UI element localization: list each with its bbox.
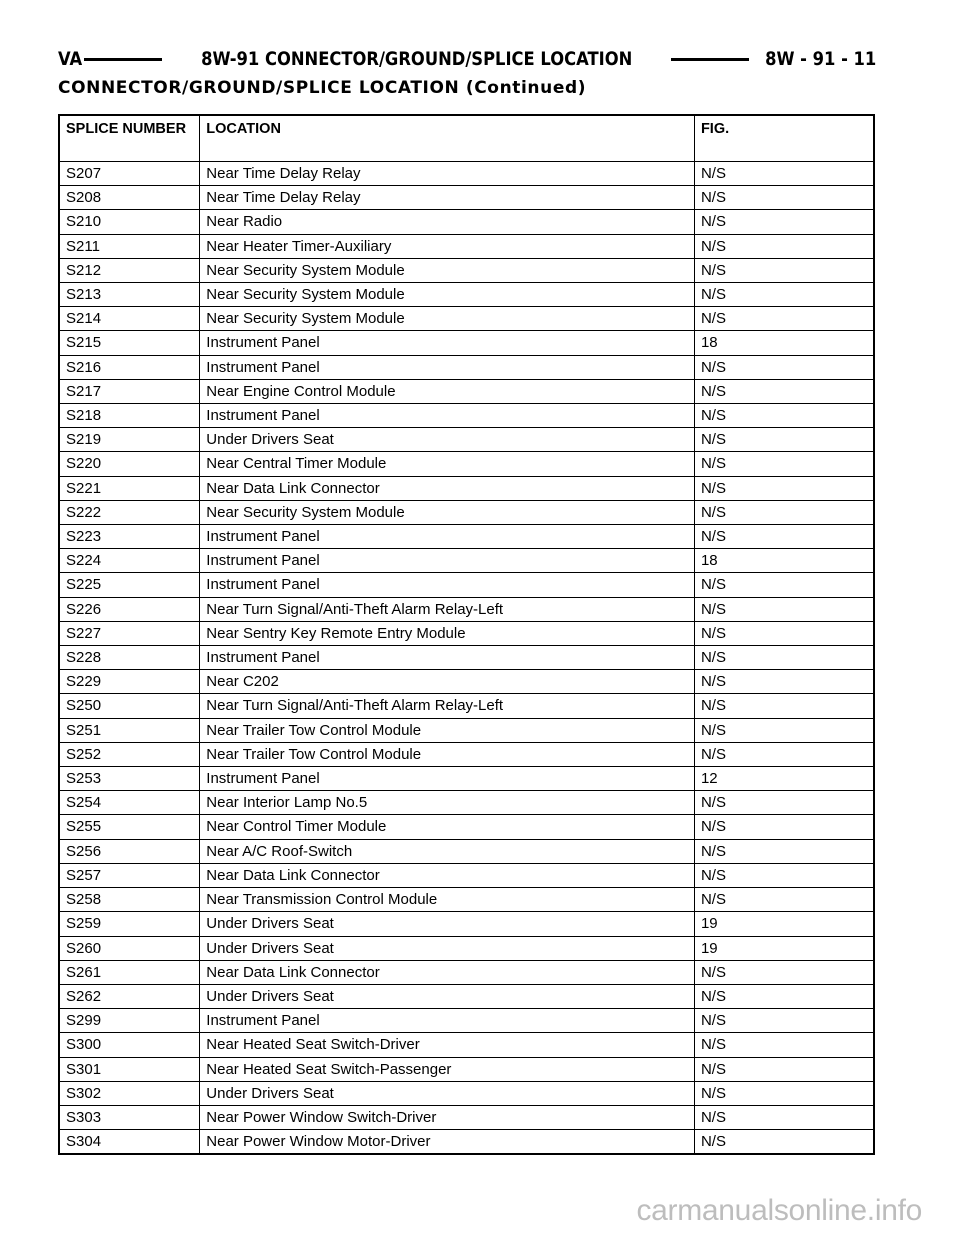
- cell-fig: N/S: [694, 1033, 874, 1057]
- cell-location: Instrument Panel: [200, 331, 695, 355]
- cell-splice-number: S223: [59, 525, 200, 549]
- cell-location: Near A/C Roof-Switch: [200, 839, 695, 863]
- cell-fig: 19: [694, 912, 874, 936]
- cell-fig: 18: [694, 549, 874, 573]
- cell-splice-number: S217: [59, 379, 200, 403]
- cell-fig: N/S: [694, 1105, 874, 1129]
- cell-location: Near Heated Seat Switch-Passenger: [200, 1057, 695, 1081]
- cell-fig: N/S: [694, 597, 874, 621]
- cell-location: Near Security System Module: [200, 500, 695, 524]
- table-row: [59, 476, 874, 500]
- cell-splice-number: S262: [59, 984, 200, 1008]
- cell-location: Instrument Panel: [200, 646, 695, 670]
- cell-splice-number: S211: [59, 234, 200, 258]
- header-rule-left: [84, 58, 162, 61]
- cell-location: Near Security System Module: [200, 307, 695, 331]
- cell-splice-number: S228: [59, 646, 200, 670]
- cell-splice-number: S214: [59, 307, 200, 331]
- cell-fig: N/S: [694, 573, 874, 597]
- cell-location: Near Heated Seat Switch-Driver: [200, 1033, 695, 1057]
- cell-location: Instrument Panel: [200, 355, 695, 379]
- table-row: [59, 646, 874, 670]
- cell-fig: N/S: [694, 258, 874, 282]
- cell-splice-number: S207: [59, 162, 200, 186]
- cell-fig: N/S: [694, 452, 874, 476]
- cell-splice-number: S224: [59, 549, 200, 573]
- table-row: [59, 960, 874, 984]
- table-row: [59, 863, 874, 887]
- cell-location: Under Drivers Seat: [200, 936, 695, 960]
- cell-fig: N/S: [694, 863, 874, 887]
- cell-splice-number: S301: [59, 1057, 200, 1081]
- table-row: [59, 742, 874, 766]
- cell-location: Under Drivers Seat: [200, 1081, 695, 1105]
- cell-location: Near Trailer Tow Control Module: [200, 742, 695, 766]
- table-row: [59, 621, 874, 645]
- cell-fig: N/S: [694, 404, 874, 428]
- cell-splice-number: S253: [59, 767, 200, 791]
- cell-fig: N/S: [694, 742, 874, 766]
- cell-location: Near Central Timer Module: [200, 452, 695, 476]
- table-row: [59, 283, 874, 307]
- cell-splice-number: S229: [59, 670, 200, 694]
- cell-splice-number: S226: [59, 597, 200, 621]
- cell-fig: 18: [694, 331, 874, 355]
- cell-splice-number: S259: [59, 912, 200, 936]
- cell-fig: N/S: [694, 1130, 874, 1155]
- table-row: [59, 815, 874, 839]
- cell-fig: N/S: [694, 815, 874, 839]
- cell-location: Near Turn Signal/Anti-Theft Alarm Relay-Left: [200, 597, 695, 621]
- cell-location: Near Turn Signal/Anti-Theft Alarm Relay-Left: [200, 694, 695, 718]
- cell-location: Near Security System Module: [200, 258, 695, 282]
- table-row: [59, 839, 874, 863]
- cell-splice-number: S251: [59, 718, 200, 742]
- table-row: [59, 597, 874, 621]
- cell-location: Under Drivers Seat: [200, 428, 695, 452]
- table-row: [59, 162, 874, 186]
- cell-fig: N/S: [694, 500, 874, 524]
- cell-splice-number: S302: [59, 1081, 200, 1105]
- cell-fig: N/S: [694, 1057, 874, 1081]
- cell-splice-number: S221: [59, 476, 200, 500]
- table-row: [59, 767, 874, 791]
- cell-location: Instrument Panel: [200, 573, 695, 597]
- cell-fig: N/S: [694, 210, 874, 234]
- cell-splice-number: S216: [59, 355, 200, 379]
- table-row: [59, 549, 874, 573]
- cell-fig: N/S: [694, 186, 874, 210]
- cell-location: Instrument Panel: [200, 1009, 695, 1033]
- cell-location: Near Engine Control Module: [200, 379, 695, 403]
- table-row: [59, 984, 874, 1008]
- table-row: [59, 1033, 874, 1057]
- cell-location: Near Interior Lamp No.5: [200, 791, 695, 815]
- header-vehicle-code: VA: [58, 48, 83, 70]
- cell-splice-number: S261: [59, 960, 200, 984]
- cell-splice-number: S300: [59, 1033, 200, 1057]
- splice-location-table: [58, 114, 875, 1155]
- column-header-fig: FIG.: [694, 115, 874, 162]
- cell-splice-number: S257: [59, 863, 200, 887]
- cell-location: Near Trailer Tow Control Module: [200, 718, 695, 742]
- table-header-row: [59, 115, 874, 162]
- table-row: [59, 1009, 874, 1033]
- cell-splice-number: S260: [59, 936, 200, 960]
- cell-location: Near Heater Timer-Auxiliary: [200, 234, 695, 258]
- page-header: [58, 44, 876, 74]
- table-row: [59, 428, 874, 452]
- table-row: [59, 331, 874, 355]
- cell-location: Instrument Panel: [200, 525, 695, 549]
- cell-fig: N/S: [694, 646, 874, 670]
- table-row: [59, 452, 874, 476]
- cell-splice-number: S255: [59, 815, 200, 839]
- cell-splice-number: S219: [59, 428, 200, 452]
- cell-location: Near Data Link Connector: [200, 476, 695, 500]
- cell-splice-number: S225: [59, 573, 200, 597]
- cell-splice-number: S227: [59, 621, 200, 645]
- table-row: [59, 1057, 874, 1081]
- cell-fig: N/S: [694, 1009, 874, 1033]
- table-row: [59, 1130, 874, 1155]
- cell-splice-number: S258: [59, 888, 200, 912]
- cell-location: Near Data Link Connector: [200, 863, 695, 887]
- table-row: [59, 404, 874, 428]
- table-row: [59, 186, 874, 210]
- cell-fig: N/S: [694, 162, 874, 186]
- cell-location: Near Security System Module: [200, 283, 695, 307]
- table-row: [59, 1081, 874, 1105]
- cell-location: Instrument Panel: [200, 767, 695, 791]
- cell-fig: N/S: [694, 379, 874, 403]
- cell-fig: N/S: [694, 694, 874, 718]
- cell-splice-number: S252: [59, 742, 200, 766]
- cell-fig: N/S: [694, 960, 874, 984]
- header-rule-right: [671, 58, 749, 61]
- watermark-text: carmanualsonline.info: [636, 1194, 922, 1227]
- cell-fig: N/S: [694, 428, 874, 452]
- cell-location: Near C202: [200, 670, 695, 694]
- table-row: [59, 525, 874, 549]
- cell-location: Near Data Link Connector: [200, 960, 695, 984]
- table-row: [59, 210, 874, 234]
- cell-location: Near Transmission Control Module: [200, 888, 695, 912]
- cell-fig: N/S: [694, 984, 874, 1008]
- cell-splice-number: S210: [59, 210, 200, 234]
- table-row: [59, 888, 874, 912]
- column-header-location: LOCATION: [200, 115, 695, 162]
- cell-fig: N/S: [694, 283, 874, 307]
- cell-location: Under Drivers Seat: [200, 984, 695, 1008]
- cell-fig: N/S: [694, 670, 874, 694]
- table-row: [59, 694, 874, 718]
- cell-location: Near Sentry Key Remote Entry Module: [200, 621, 695, 645]
- cell-splice-number: S208: [59, 186, 200, 210]
- cell-splice-number: S250: [59, 694, 200, 718]
- cell-fig: N/S: [694, 355, 874, 379]
- table-row: [59, 355, 874, 379]
- cell-fig: N/S: [694, 234, 874, 258]
- cell-fig: N/S: [694, 718, 874, 742]
- cell-splice-number: S299: [59, 1009, 200, 1033]
- table-body: [59, 162, 874, 1155]
- cell-fig: 19: [694, 936, 874, 960]
- table-row: [59, 912, 874, 936]
- cell-location: Instrument Panel: [200, 549, 695, 573]
- cell-fig: N/S: [694, 476, 874, 500]
- header-section-title: 8W-91 CONNECTOR/GROUND/SPLICE LOCATION: [200, 48, 632, 70]
- cell-splice-number: S222: [59, 500, 200, 524]
- column-header-splice-number: SPLICE NUMBER: [59, 115, 200, 162]
- table-row: [59, 1105, 874, 1129]
- cell-splice-number: S215: [59, 331, 200, 355]
- cell-location: Near Time Delay Relay: [200, 162, 695, 186]
- table-row: [59, 307, 874, 331]
- page-title: CONNECTOR/GROUND/SPLICE LOCATION (Continued): [58, 78, 587, 98]
- cell-fig: N/S: [694, 791, 874, 815]
- cell-splice-number: S304: [59, 1130, 200, 1155]
- cell-location: Near Control Timer Module: [200, 815, 695, 839]
- cell-location: Instrument Panel: [200, 404, 695, 428]
- cell-location: Under Drivers Seat: [200, 912, 695, 936]
- table-row: [59, 500, 874, 524]
- cell-location: Near Power Window Switch-Driver: [200, 1105, 695, 1129]
- table-row: [59, 670, 874, 694]
- cell-location: Near Time Delay Relay: [200, 186, 695, 210]
- cell-fig: N/S: [694, 839, 874, 863]
- table-row: [59, 573, 874, 597]
- cell-splice-number: S212: [59, 258, 200, 282]
- cell-splice-number: S218: [59, 404, 200, 428]
- cell-location: Near Radio: [200, 210, 695, 234]
- table-row: [59, 258, 874, 282]
- cell-location: Near Power Window Motor-Driver: [200, 1130, 695, 1155]
- cell-fig: N/S: [694, 307, 874, 331]
- cell-splice-number: S256: [59, 839, 200, 863]
- cell-splice-number: S220: [59, 452, 200, 476]
- cell-fig: N/S: [694, 888, 874, 912]
- table-row: [59, 791, 874, 815]
- table-row: [59, 718, 874, 742]
- cell-splice-number: S303: [59, 1105, 200, 1129]
- table-row: [59, 379, 874, 403]
- cell-splice-number: S254: [59, 791, 200, 815]
- cell-fig: N/S: [694, 621, 874, 645]
- cell-splice-number: S213: [59, 283, 200, 307]
- table-row: [59, 936, 874, 960]
- cell-fig: N/S: [694, 1081, 874, 1105]
- table-row: [59, 234, 874, 258]
- cell-fig: N/S: [694, 525, 874, 549]
- header-page-number: 8W - 91 - 11: [764, 48, 876, 70]
- cell-fig: 12: [694, 767, 874, 791]
